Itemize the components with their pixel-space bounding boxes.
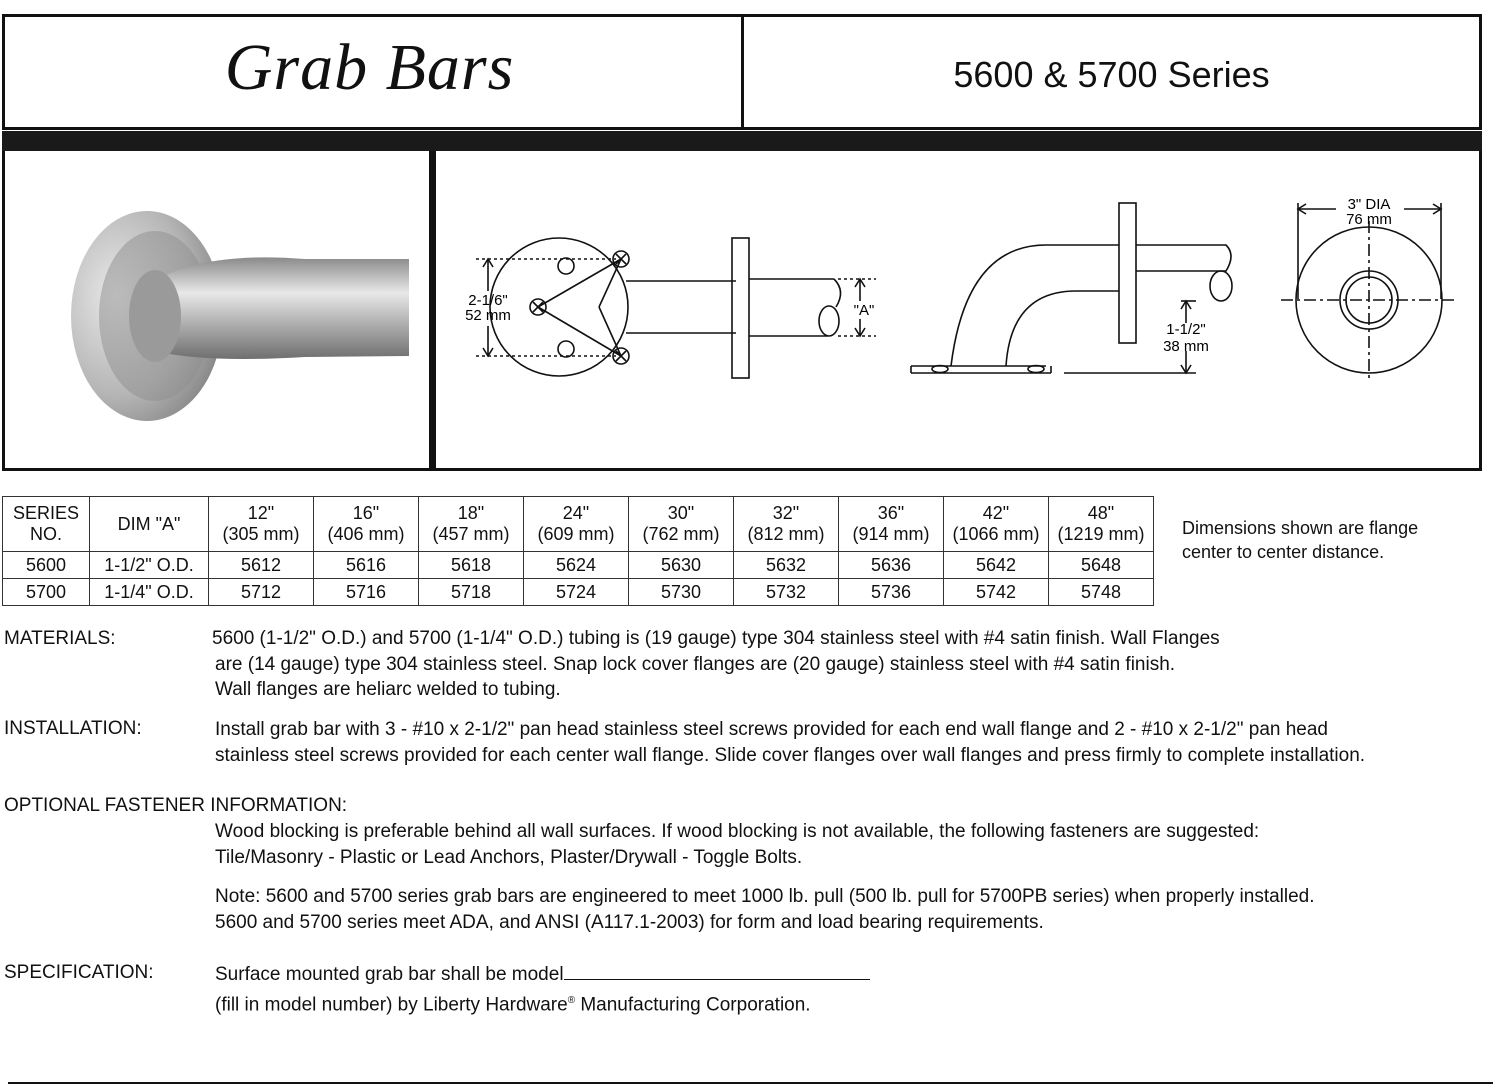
tube bbox=[155, 257, 409, 359]
model-cell: 5730 bbox=[629, 579, 734, 606]
installation-text: Install grab bar with 3 - #10 x 2-1/2" pan head stainless steel screws provided for each end wall flange and 2 - #10 x 2-1/2" pan head stainless steel screws provided for each center wall flange. Slide cover flanges over wall flanges and press firmly to complete installation. bbox=[215, 719, 1366, 766]
table-note: Dimensions shown are flange center to center distance. bbox=[1182, 518, 1419, 562]
model-cell: 5630 bbox=[629, 552, 734, 579]
technical-drawings bbox=[436, 151, 1480, 468]
flange-dia-label-in: 3" DIA bbox=[1347, 196, 1391, 213]
fastener-text: Wood blocking is preferable behind all wall surfaces. If wood blocking is not available, the following fasteners are suggested: Tile/Masonry - Plastic or Lead Anchors, Plaster/Drywall - Toggle Bolts. bbox=[215, 821, 1260, 868]
flange-front-view bbox=[476, 238, 736, 376]
header-divider-band bbox=[2, 131, 1482, 151]
model-cell: 5618 bbox=[419, 552, 524, 579]
specification-text: Surface mounted grab bar shall be model (fill in model number) by Liberty Hardware® Manufacturing Corporation. bbox=[215, 961, 1215, 1017]
page-title: Grab Bars bbox=[224, 31, 515, 104]
series-title: 5600 & 5700 Series bbox=[953, 54, 1270, 95]
model-table bbox=[2, 496, 1154, 606]
length-header: 18" (457 mm) bbox=[419, 497, 524, 552]
table-header-row bbox=[3, 497, 1154, 552]
product-photo-box bbox=[2, 151, 432, 471]
dim-header: DIM "A" bbox=[90, 497, 209, 552]
model-blank-line bbox=[564, 961, 870, 980]
model-cell: 5718 bbox=[419, 579, 524, 606]
length-header: 42" (1066 mm) bbox=[944, 497, 1049, 552]
dim-a-label: "A" bbox=[853, 302, 875, 319]
length-header: 30" (762 mm) bbox=[629, 497, 734, 552]
registered-mark: ® bbox=[567, 994, 576, 1006]
series-header: SERIES NO. bbox=[3, 497, 90, 552]
length-header: 36" (914 mm) bbox=[839, 497, 944, 552]
model-cell: 5716 bbox=[314, 579, 419, 606]
flange-round-view bbox=[1281, 203, 1458, 379]
model-cell: 5624 bbox=[524, 552, 629, 579]
materials-text: 5600 (1-1/2" O.D.) and 5700 (1-1/4" O.D.) tubing is (19 gauge) type 304 stainless steel with #4 satin finish. Wall Flanges are (14 gauge) type 304 stainless steel. Snap lock cover flanges are (20 gauge) stainless steel with #4 satin finish. Wall flanges are heliarc welded to tubing. bbox=[212, 628, 1220, 700]
series-cell: 5700 bbox=[3, 579, 90, 606]
length-header: 16" (406 mm) bbox=[314, 497, 419, 552]
model-cell: 5732 bbox=[734, 579, 839, 606]
installation-label: INSTALLATION: bbox=[4, 718, 142, 739]
hole-spacing-label-mm: 52 mm bbox=[465, 307, 511, 324]
model-cell: 5648 bbox=[1049, 552, 1154, 579]
model-cell: 5736 bbox=[839, 579, 944, 606]
length-header: 32" (812 mm) bbox=[734, 497, 839, 552]
model-cell: 5612 bbox=[209, 552, 314, 579]
specification-label: SPECIFICATION: bbox=[4, 962, 154, 983]
model-cell: 5616 bbox=[314, 552, 419, 579]
model-cell: 5642 bbox=[944, 552, 1049, 579]
footer-rule bbox=[8, 1082, 1493, 1084]
model-cell: 5748 bbox=[1049, 579, 1154, 606]
length-header: 48" (1219 mm) bbox=[1049, 497, 1154, 552]
materials-label: MATERIALS: bbox=[4, 628, 116, 649]
model-cell: 5742 bbox=[944, 579, 1049, 606]
length-header: 12" (305 mm) bbox=[209, 497, 314, 552]
dim-cell: 1-1/4" O.D. bbox=[90, 579, 209, 606]
fastener-label: OPTIONAL FASTENER INFORMATION: bbox=[4, 795, 348, 816]
series-cell: 5600 bbox=[3, 552, 90, 579]
model-cell: 5724 bbox=[524, 579, 629, 606]
flange-dia-label-mm: 76 mm bbox=[1346, 211, 1392, 228]
grab-bar-photo bbox=[5, 151, 429, 468]
engineering-note: Note: 5600 and 5700 series grab bars are engineered to meet 1000 lb. pull (500 lb. pull for 5700PB series) when properly installed. 5600 and 5700 series meet ADA, and ANSI (A117.1-2003) for form and load bearing requirements. bbox=[215, 886, 1315, 933]
length-header: 24" (609 mm) bbox=[524, 497, 629, 552]
model-cell: 5712 bbox=[209, 579, 314, 606]
dim-cell: 1-1/2" O.D. bbox=[90, 552, 209, 579]
offset-label-in: 1-1/2" bbox=[1166, 321, 1206, 338]
table-row bbox=[3, 579, 1154, 606]
hole-spacing-label-in: 2-1/6" bbox=[468, 292, 508, 309]
model-cell: 5632 bbox=[734, 552, 839, 579]
model-cell: 5636 bbox=[839, 552, 944, 579]
table-row bbox=[3, 552, 1154, 579]
offset-label-mm: 38 mm bbox=[1163, 338, 1209, 355]
